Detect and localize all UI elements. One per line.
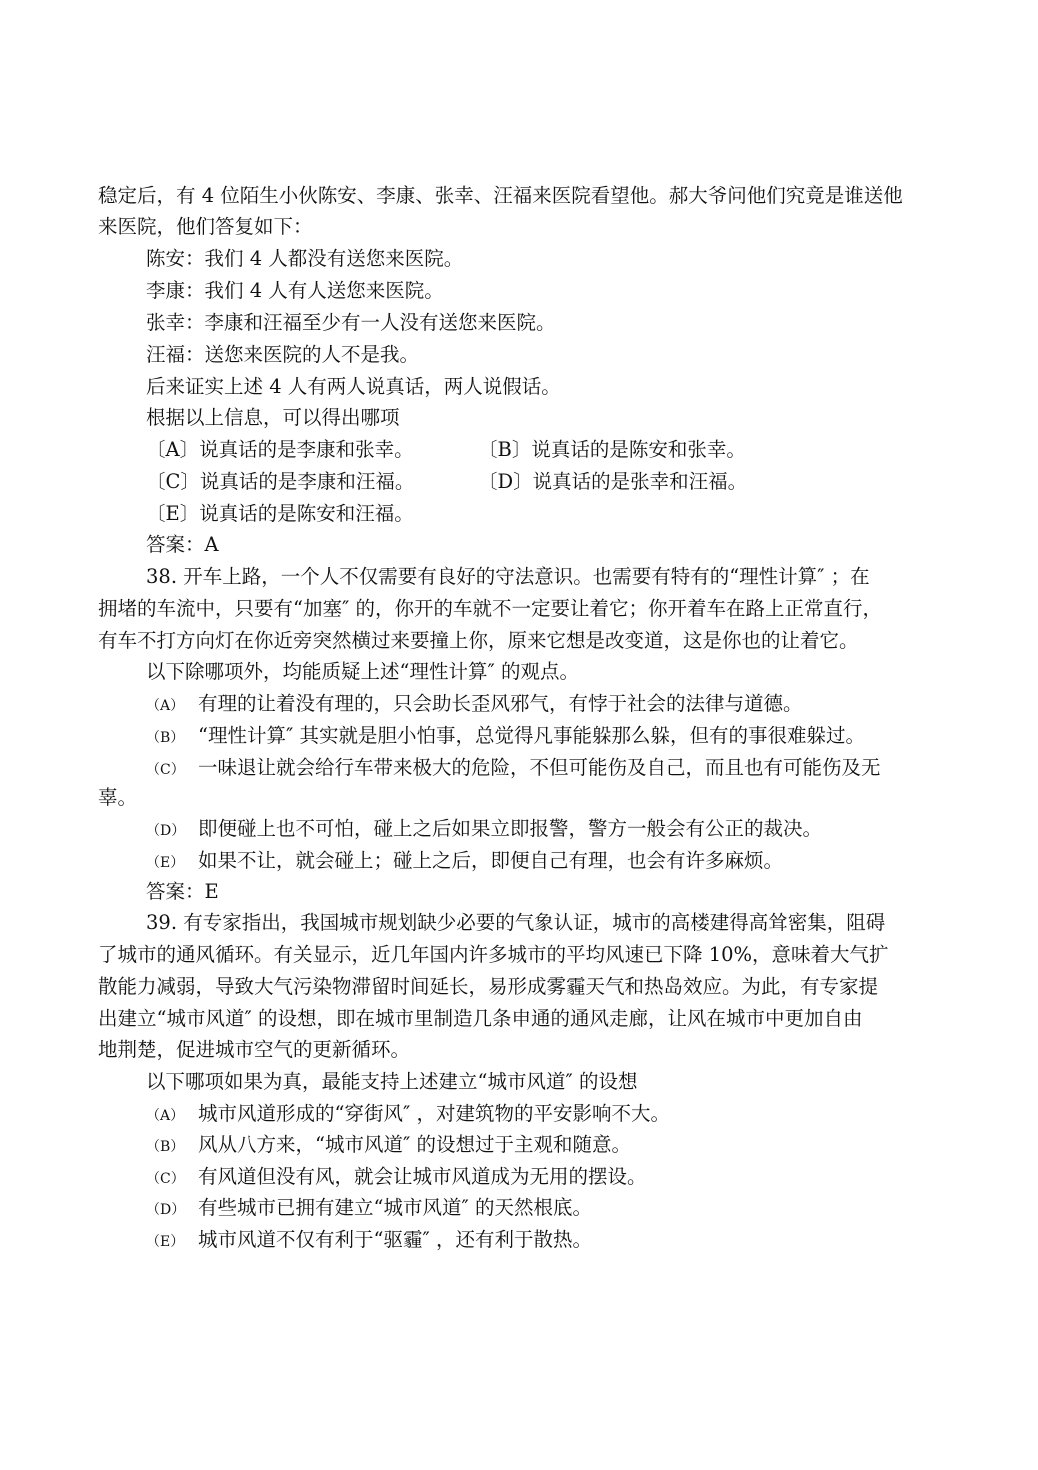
q37-answer: 答案：A xyxy=(146,533,219,556)
q39-option-b-text: 风从八方来，“城市风道″ 的设想过于主观和随意。 xyxy=(198,1133,631,1156)
q39-text-line-5: 地荆楚，促进城市空气的更新循环。 xyxy=(98,1038,411,1061)
q37-option-row-2 xyxy=(146,466,946,498)
q37-fact: 后来证实上述 4 人有两人说真话，两人说假话。 xyxy=(146,375,561,398)
q37-question: 根据以上信息，可以得出哪项 xyxy=(146,406,400,429)
q37-statement-wangfu: 汪福：送您来医院的人不是我。 xyxy=(146,343,420,366)
q39-option-a-text: 城市风道形成的“穿街风″ ，对建筑物的平安影响不大。 xyxy=(198,1102,670,1125)
q37-option-e: 〔E〕说真话的是陈安和汪福。 xyxy=(146,502,414,525)
q37-statement-likang: 李康：我们 4 人有人送您来医院。 xyxy=(146,279,444,302)
q38-option-c xyxy=(146,752,996,784)
q37-intro-line-2: 来医院，他们答复如下： xyxy=(98,215,313,238)
q39-option-e-text: 城市风道不仅有利于“驱霾″ ，还有利于散热。 xyxy=(198,1228,592,1251)
q38-option-e-label: （E） xyxy=(146,855,185,871)
q38-answer: 答案：E xyxy=(146,880,219,903)
q37-intro-line-1: 稳定后，有 4 位陌生小伙陈安、李康、张幸、汪福来医院看望他。郝大爷问他们究竟是谁送他 xyxy=(98,184,903,207)
q39-option-d-label: （D） xyxy=(146,1202,186,1218)
q39-option-b xyxy=(146,1129,996,1161)
q38-option-b-label: （B） xyxy=(146,730,185,746)
q39-option-d xyxy=(146,1192,996,1224)
q38-option-e xyxy=(146,845,996,877)
q37-option-row-1 xyxy=(146,434,946,466)
q39-option-a xyxy=(146,1098,996,1130)
q37-option-b: 〔B〕说真话的是陈安和张幸。 xyxy=(478,438,746,461)
q39-option-c-label: （C） xyxy=(146,1171,185,1187)
q39-option-d-text: 有些城市已拥有建立“城市风道″ 的天然根底。 xyxy=(198,1196,592,1219)
q39-option-a-label: （A） xyxy=(146,1108,185,1124)
q38-text-line-3: 有车不打方向灯在你近旁突然横过来要撞上你，原来它想是改变道，这是你也的让着它。 xyxy=(98,629,859,652)
q37-option-d: 〔D〕说真话的是张幸和汪福。 xyxy=(478,470,748,493)
q39-option-b-label: （B） xyxy=(146,1139,185,1155)
q38-option-a-label: （A） xyxy=(146,698,185,714)
q38-text-line-1: 38. 开车上路，一个人不仅需要有良好的守法意识。也需要有特有的“理性计算″ ；在 xyxy=(146,565,870,588)
q39-text-line-2: 了城市的通风循环。有关显示，近几年国内许多城市的平均风速已下降 10%，意味着大气扩 xyxy=(98,943,889,966)
q39-option-e xyxy=(146,1224,996,1256)
q39-text-line-4: 出建立“城市风道″ 的设想，即在城市里制造几条申通的通风走廊，让风在城市中更加自由 xyxy=(98,1007,863,1030)
q37-statement-zhangxing: 张幸：李康和汪福至少有一人没有送您来医院。 xyxy=(146,311,556,334)
q38-option-e-text: 如果不让，就会碰上；碰上之后，即便自己有理，也会有许多麻烦。 xyxy=(198,849,784,872)
q39-text-line-1: 39. 有专家指出，我国城市规划缺少必要的气象认证，城市的高楼建得高耸密集，阻碍 xyxy=(146,911,886,934)
q39-option-c xyxy=(146,1161,996,1193)
q39-option-c-text: 有风道但没有风，就会让城市风道成为无用的摆设。 xyxy=(198,1165,647,1188)
q38-option-d xyxy=(146,813,996,845)
q38-option-a xyxy=(146,688,996,720)
q37-statement-chenan: 陈安：我们 4 人都没有送您来医院。 xyxy=(146,247,464,270)
q37-option-a: 〔A〕说真话的是李康和张幸。 xyxy=(146,438,414,461)
q39-question: 以下哪项如果为真，最能支持上述建立“城市风道″ 的设想 xyxy=(146,1070,638,1093)
q38-option-b xyxy=(146,720,996,752)
q38-question: 以下除哪项外，均能质疑上述“理性计算″ 的观点。 xyxy=(146,660,579,683)
q38-option-b-text: “理性计算″ 其实就是胆小怕事，总觉得凡事能躲那么躲，但有的事很难躲过。 xyxy=(198,724,865,747)
q39-option-e-label: （E） xyxy=(146,1234,185,1250)
q38-option-a-text: 有理的让着没有理的，只会助长歪风邪气，有悖于社会的法律与道德。 xyxy=(198,692,803,715)
q38-option-c-continuation: 辜。 xyxy=(98,786,138,809)
q38-option-d-label: （D） xyxy=(146,823,186,839)
q37-option-c: 〔C〕说真话的是李康和汪福。 xyxy=(146,470,415,493)
q38-option-d-text: 即便碰上也不可怕，碰上之后如果立即报警，警方一般会有公正的裁决。 xyxy=(198,817,823,840)
q38-option-c-label: （C） xyxy=(146,762,185,778)
q38-text-line-2: 拥堵的车流中，只要有“加塞″ 的，你开的车就不一定要让着它；你开着车在路上正常直行， xyxy=(98,597,882,620)
q38-option-c-text: 一味退让就会给行车带来极大的危险，不但可能伤及自己，而且也有可能伤及无 xyxy=(198,756,881,779)
q39-text-line-3: 散能力减弱，导致大气污染物滞留时间延长，易形成雾霾天气和热岛效应。为此，有专家提 xyxy=(98,975,879,998)
